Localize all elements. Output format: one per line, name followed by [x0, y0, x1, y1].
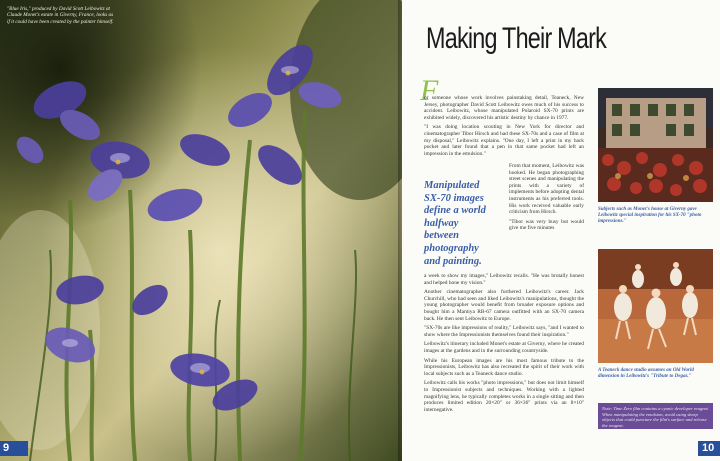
page-number-right: 10 — [698, 441, 720, 456]
paragraph: Another cinematographer also furthered Leibowitz's career. Jack Churchill, who had seen and liked Leibowitz's manipulations, thought the young photographer would benefit from broader exposure options and bought him a Mamiya RB-67 camera outfitted with an SX-70 camera back. He then sent Leibowitz to Europe. — [424, 289, 584, 322]
right-page — [402, 0, 720, 461]
intro-column — [424, 95, 584, 160]
monet-house-photo — [598, 88, 713, 202]
paragraph: Leibowitz's itinerary included Monet's estate at Giverny, where he created images at the gardens and in the surrounding countryside. — [424, 341, 584, 354]
drop-cap: F — [420, 74, 439, 107]
photo-caption: "Blue Iris," produced by David Scott Leibowitz at Claude Monet's estate in Giverny, France, looks as if it could have been created by the painter himself. — [7, 6, 114, 25]
dance-studio-caption: A Teaneck dance studio assumes an Old World dimension in Leibowitz's "Tribute to Degas." — [598, 368, 694, 379]
paragraph: or someone whose work involves painstaking detail, Teaneck, New Jersey, photographer David Scott Leibowitz owes much of his success to accident. Leibowitz, whose manipulated Polaroid SX-70 prints are exhibited widely, discovered his artistic destiny by chance in 1977. — [424, 95, 584, 121]
paragraph: "SX-70s are like impressions of reality," Leibowitz says, "and I wanted to show where the Impressionists themselves found their inspiration." — [424, 325, 584, 338]
article-title: Making Their Mark — [426, 22, 607, 55]
bottom-column — [424, 273, 584, 416]
dance-studio-photo — [598, 249, 713, 363]
page-number-left: 9 — [0, 441, 28, 456]
paragraph: From that moment, Leibowitz was hooked. He began photographing street scenes and manipulating the prints with a variety of implements before adopting dental instruments as his preferred tools. His work received valuable early criticism from Hirsch. — [509, 163, 584, 216]
paragraph: Leibowitz calls his works "photo impressions," but does not limit himself to Impressionist subjects and techniques. Working with a lighted magnifying lens, he typically completes works in a single sitting and then produces limited edition 20×20" or 36×36" prints via an 8×10" internegative. — [424, 380, 584, 413]
monet-house-caption: Subjects such as Monet's house at Giverny gave Leibowitz special inspiration for his SX-70 "photo impressions." — [598, 207, 702, 224]
paragraph: a week to show my images," Leibowitz recalls. "He was brutally honest and helped hone my vision." — [424, 273, 584, 286]
paragraph: While his European images are his most famous tribute to the Impressionists, Leibowitz has also recreated the spirit of their work with local subjects such as a Teaneck dance studio. — [424, 357, 584, 377]
paragraph: "I was doing location scouting in New York for director and cinematographer Tibor Hirsch and had these SX-70s and a case of film at my disposal," Leibowitz explains. "One day, I left a print in my back pocket and later found that a pen in that same pocket had left an impression in the emulsion." — [424, 124, 584, 157]
pull-quote: Manipulated SX-70 images define a world halfway between photography and painting. — [424, 180, 486, 267]
narrow-column — [509, 163, 584, 235]
note-box: Note: Time Zero film contains a cyanic developer reagent. When manipulating the emulsion, avoid using sharp objects that could puncture the film's surface and release the reagent. — [598, 403, 713, 429]
paragraph: "Tibor was very busy but would give me five minutes — [509, 218, 584, 232]
